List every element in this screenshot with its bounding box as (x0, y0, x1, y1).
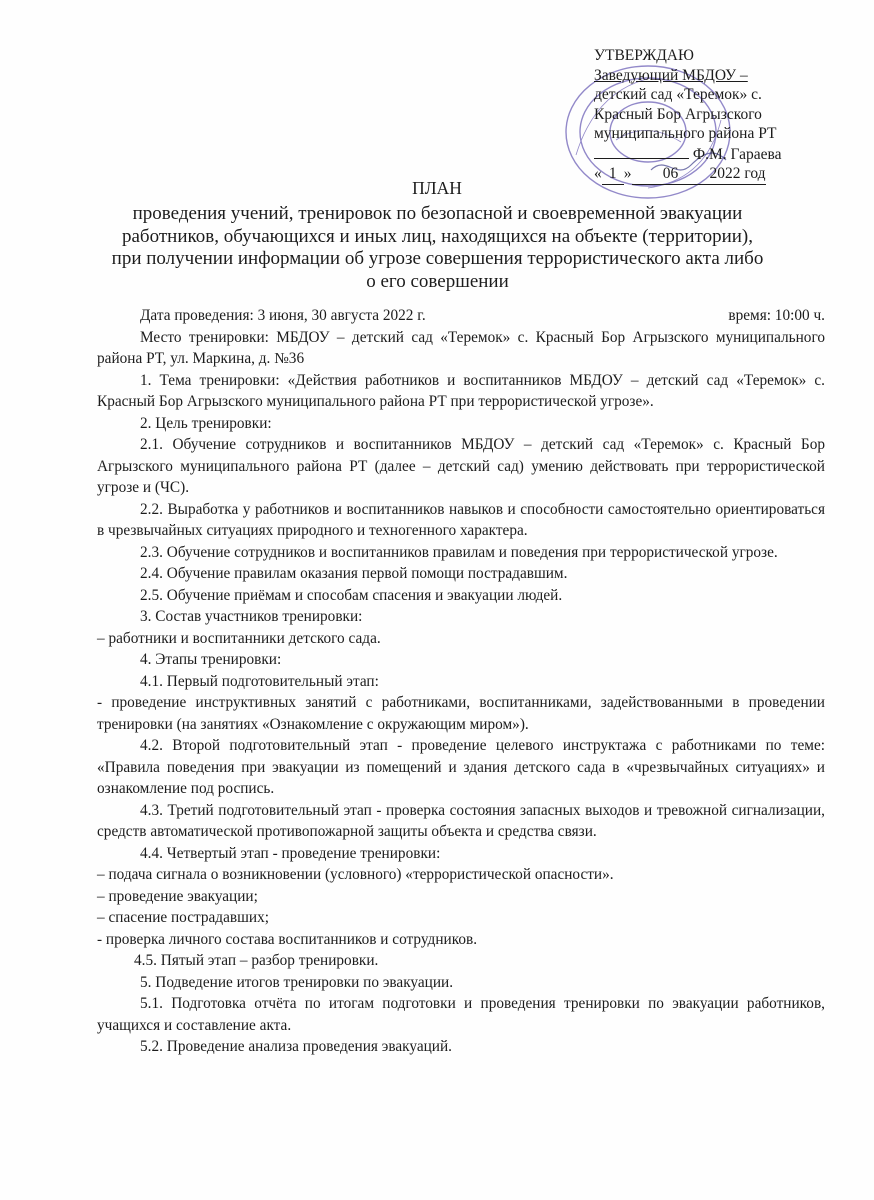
item-5: 5. Подведение итогов тренировки по эвакуации. (140, 973, 454, 991)
time-of-training: время: 10:00 ч. (728, 307, 825, 324)
item-5-1: 5.1. Подготовка отчёта по итогам подготовки и проведения тренировки по эвакуации работников, учащихся и составление акта. (97, 995, 825, 1034)
item-4-1: 4.1. Первый подготовительный этап: (140, 672, 379, 690)
item-5-2: 5.2. Проведение анализа проведения эвакуаций. (140, 1038, 452, 1055)
signature-line (594, 144, 689, 159)
item-2-2: 2.2. Выработка у работников и воспитанников навыков и способности самостоятельно ориентироваться в чрезвычайных ситуациях природного и техногенного характера. (97, 500, 825, 539)
signature-row (594, 144, 864, 165)
item-4-5: 4.5. Пятый этап – разбор тренировки. (134, 952, 379, 969)
item-2-4: 2.4. Обучение правилам оказания первой помощи пострадавшим. (140, 565, 568, 582)
item-3: 3. Состав участников тренировки: (140, 608, 363, 625)
item-4-4-dash-4: - проверка личного состава воспитанников и сотрудников. (97, 930, 478, 948)
document-body (97, 305, 825, 1058)
item-4-2: 4.2. Второй подготовительный этап - проведение целевого инструктажа с работниками по теме: «Правила поведения при эвакуации из помещений и здания детского сада в «чрезвычайных ситуациях» и ознакомление под роспись. (97, 737, 825, 797)
date-day: 1 (602, 164, 624, 185)
item-4-4-dash-3: – спасение пострадавших; (97, 909, 269, 926)
place-paragraph: Место тренировки: МБДОУ – детский сад «Теремок» с. Красный Бор Агрызского муниципального района РТ, ул. Маркина, д. №36 (97, 328, 825, 367)
approval-heading: УТВЕРЖДАЮ (594, 47, 694, 64)
item-4-4-dash-1: – подача сигнала о возникновении (условного) «террористической опасности». (97, 866, 614, 883)
approval-line-3: Красный Бор Агрызского (594, 105, 762, 123)
approval-line-2: детский сад «Теремок» с. (594, 86, 762, 103)
date-year: 2022 год (710, 164, 766, 185)
approval-line-1: Заведующий МБДОУ – (594, 66, 748, 84)
item-4-1-dash: - проведение инструктивных занятий с работниками, воспитанниками, задействованными в проведении тренировки (на занятиях «Ознакомление с окружающим миром»). (97, 694, 825, 733)
item-4-3: 4.3. Третий подготовительный этап - проверка состояния запасных выходов и тревожной сигнализации, средств автоматической противопожарной защиты объекта и средства связи. (97, 801, 825, 840)
date-close-quote: » (623, 165, 632, 182)
approval-block (594, 46, 864, 185)
item-2: 2. Цель тренировки: (140, 414, 272, 432)
date-month: 06 (632, 164, 710, 185)
item-4: 4. Этапы тренировки: (140, 651, 282, 668)
item-4-4: 4.4. Четвертый этап - проведение тренировки: (140, 844, 441, 862)
date-line (97, 305, 825, 327)
item-2-3: 2.3. Обучение сотрудников и воспитанников правилам и поведения при террористической угрозе. (140, 543, 778, 561)
item-4-4-dash-2: – проведение эвакуации; (97, 887, 258, 905)
document-subtitle: проведения учений, тренировок по безопасной и своевременной эвакуации работников, обучающихся и иных лиц, находящихся на объекте (территории), при получении информации об угрозе совершения террористического акта либо о его совершении (111, 203, 764, 292)
approval-line-4: муниципального района РТ (594, 125, 777, 142)
item-2-1: 2.1. Обучение сотрудников и воспитанников МБДОУ – детский сад «Теремок» с. Красный Бор Агрызского муниципального района РТ (далее – детский сад) умению действовать при террористической угрозе и (ЧС). (97, 436, 825, 496)
date-of-training: Дата проведения: 3 июня, 30 августа 2022 г. (140, 307, 426, 324)
item-2-5: 2.5. Обучение приёмам и способам спасения и эвакуации людей. (140, 586, 563, 604)
item-3-dash: – работники и воспитанники детского сада. (97, 629, 381, 647)
document-title: ПЛАН (412, 178, 462, 198)
date-open-quote: « (594, 165, 602, 182)
signatory-name: Ф.М. Гараева (692, 145, 782, 163)
item-1: 1. Тема тренировки: «Действия работников и воспитанников МБДОУ – детский сад «Теремок» с. Красный Бор Агрызского муниципального района РТ при террористической угрозе». (97, 371, 825, 410)
